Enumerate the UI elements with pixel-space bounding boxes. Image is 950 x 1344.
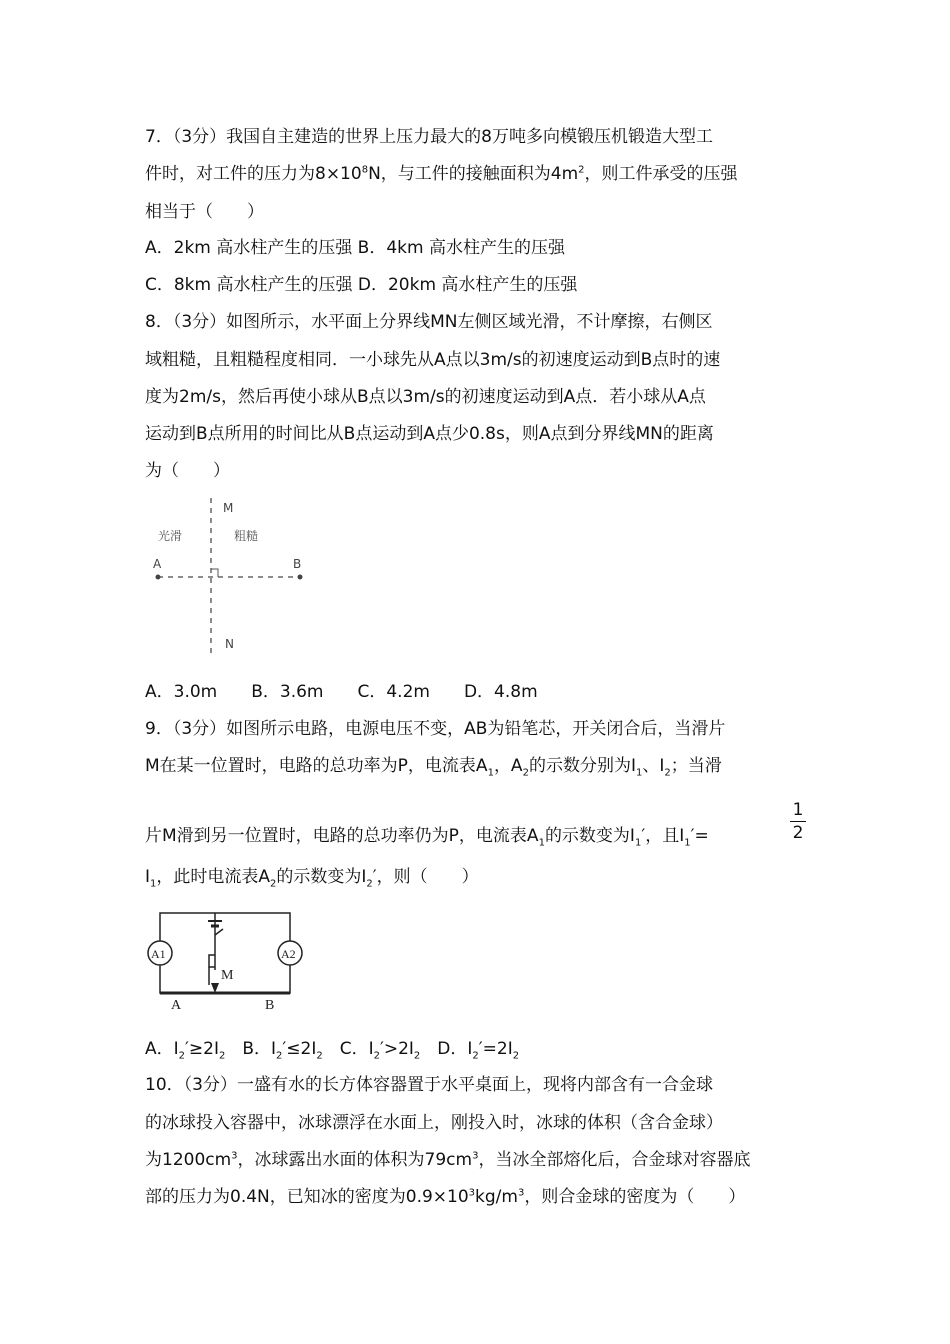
label-a: A [153,557,162,571]
slider-connector [209,955,215,967]
label-smooth: 光滑 [158,529,183,543]
q8-line-3: 度为2m/s，然后再使小球从B点以3m/s的初速度运动到A点．若小球从A点 [145,387,706,407]
q10-line-3: 为$1200cm^3$，冰球露出水面的体积为$79cm^3$，当冰全部熔化后，合金球对容器底 [145,1150,751,1170]
label-m: M [223,501,234,515]
fraction-bar [790,821,806,822]
q8-figure [140,490,320,665]
point-a [156,575,161,580]
right-angle-mark [211,569,218,577]
q9-line-1: 9．（3分）如图所示电路，电源电压不变，AB为铅笔芯，开关闭合后，当滑片 [145,719,726,739]
slider-m-label: M [221,968,234,983]
label-rough: 粗糙 [234,529,259,543]
meter-a1-label: A1 [151,947,166,961]
q7-options-2: C．8km 高水柱产生的压强 D．20km 高水柱产生的压强 [145,275,578,295]
label-n: N [225,637,234,651]
end-b-label: B [265,998,275,1013]
q8-options: A．3.0m B．3.6m C．4.2m D．4.8m [145,682,538,702]
q8-line-5: 为（ ） [145,461,230,481]
q9-line-4: $I_1$，此时电流表$A_2$的示数变为$I_2'$，则（ ） [145,867,479,890]
q7-options-1: A．2km 高水柱产生的压强 B．4km 高水柱产生的压强 [145,238,565,258]
meter-a2-label: A2 [281,947,296,961]
q9-line-3: 片M滑到另一位置时，电路的总功率仍为P，电流表$A_1$的示数变为$I_1'$，且$I_1'=$ [145,826,709,849]
end-a-label: A [171,998,182,1013]
q10-line-1: 10．（3分）一盛有水的长方体容器置于水平桌面上，现将内部含有一合金球 [145,1075,713,1095]
fraction-one-half [788,800,808,843]
label-b: B [293,557,302,571]
q7-line-1: 7．（3分）我国自主建造的世界上压力最大的8万吨多向模锻压机锻造大型工 [145,127,713,147]
fraction-denominator: 2 [792,823,804,843]
q8-line-2: 域粗糙，且粗糙程度相同．一小球先从A点以3m/s的初速度运动到B点时的速 [145,350,721,370]
fraction-numerator: 1 [792,800,804,820]
q7-line-3: 相当于（ ） [145,202,264,222]
q9-circuit-figure [143,905,303,1015]
q8-line-4: 运动到B点所用的时间比从B点运动到A点少0.8s，则A点到分界线MN的距离 [145,424,714,444]
q8-line-1: 8．（3分）如图所示，水平面上分界线MN左侧区域光滑，不计摩擦，右侧区 [145,312,713,332]
q10-line-4: 部的压力为0.4N，已知冰的密度为$0.9\times 10^3kg/m^3$，则合金球的密度为（ ） [145,1187,746,1207]
q9-line-2: M在某一位置时，电路的总功率为P，电流表$A_1$，$A_2$的示数分别为$I_1$、$I_2$；当滑 [145,756,722,779]
q9-options: A．$I_2'\ge 2I_2$ B．$I_2'\le 2I_2$ C．$I_2'>2I_2$ D．$I_2'=2I_2$ [145,1039,520,1062]
point-b [298,575,303,580]
q7-line-2: 件时，对工件的压力为$8\times 10^8N$，与工件的接触面积为$4m^2$，则工件承受的压强 [145,164,738,184]
switch-lever [215,929,223,935]
q10-line-2: 的冰球投入容器中，冰球漂浮在水面上，刚投入时，冰球的体积（含合金球） [145,1113,723,1133]
